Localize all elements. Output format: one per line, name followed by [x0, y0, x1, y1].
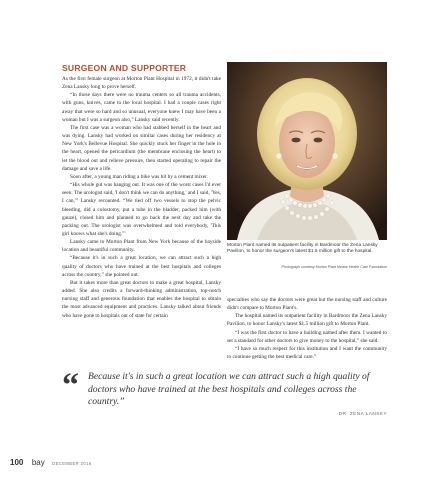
article-column-right: [227, 296, 387, 361]
article-column-left: [62, 75, 221, 320]
photo-credit: Photograph courtesy Morton Plant Mease Health Care Foundation: [281, 265, 387, 269]
quote-mark-icon: “: [62, 367, 79, 404]
article-paragraph: “Because it's in such a great location, we can attract such a high quality of doctors who have trained at the best hospitals and colleges across the country,” she pointed out.: [62, 255, 221, 278]
issue-date: DECEMBER 2016: [52, 461, 92, 466]
page-footer: [10, 452, 92, 470]
article-paragraph: Soon after, a young man riding a bike was hit by a cement mixer.: [70, 173, 208, 180]
article-paragraph: “I have so much respect for this institution and I want the community to continue getting the best medical care.”: [227, 345, 387, 361]
article-paragraph: But it takes more than great doctors to make a great hospital, Lansky added. She also credits a forward-thinking administration, top-notch nursing staff and generous foundation that enables the hospital to obtain the most advanced equipment and practices. Lansky talked about friends who have gone to hospitals out of state for certain: [62, 279, 221, 319]
pull-quote-attribution: DR. ZENA LANSKY: [338, 412, 387, 417]
pull-quote: Because it's in such a great location we can attract such a high quality of doctors who have trained at the best hospitals and colleges across the country.”: [88, 371, 370, 407]
article-paragraph: “I was the first doctor to have a building named after them. I wanted to set a standard for other doctors to give money to the hospital,” she said.: [227, 329, 387, 344]
article-paragraph: “In those days there were no trauma centers so all trauma accidents, with guns, knives, came to the local hospital. I had a couple cases right away that were so hard and so unusual, everyone knew I may have been a woman but I was a surgeon also,” Lansky said recently.: [62, 92, 221, 123]
portrait-photo: [227, 62, 387, 240]
magazine-name: bay: [31, 458, 45, 467]
section-heading: SURGEON AND SUPPORTER: [62, 63, 187, 73]
article-paragraph: “His whole gut was hanging out. It was one of the worst cases I'd ever seen. The urologist said, 'I don't think we can do anything,' and I said, 'Yes, I can,'” Lansky recounted. “We tied off two vessels to stop the pelvic bleeding, did a colostomy, put a tube in the bladder, packed him (with gauze), closed him and planned to go back the next day and take the packing out. The urologist was overwhelmed and told everybody, 'This girl knows what she's doing.'”: [62, 182, 221, 237]
article-paragraph: The first case was a woman who had stabbed herself in the heart and was dying. Lansky had worked on similar cases during her residency at New York's Bellevue Hospital. She quickly stuck her finger in the hole in the heart, opened the pericardium (the membrane enclosing the heart) to let the blood out and relieve pressure, then started operating to repair the damage and save a life.: [62, 124, 221, 172]
page-number: 100: [10, 458, 24, 467]
article-paragraph: Lansky came to Morton Plant from New York because of the bayside location and beautiful community.: [62, 239, 221, 254]
portrait-illustration: [227, 62, 387, 240]
photo-caption: Morton Plant named its outpatient facility in Bardmoor the Zena Lansky Pavilion, to honor the surgeon's latest $1.5 million gift to the hospital.: [227, 243, 378, 255]
article-paragraph: As the first female surgeon at Morton Plant Hospital in 1972, it didn't take Zena Lansky long to prove herself.: [62, 76, 221, 91]
article-paragraph: The hospital named its outpatient facility in Bardmoor the Zena Lansky Pavilion, to honor Lansky's latest $1.5 million gift to Morton Plant.: [227, 313, 387, 328]
article-paragraph: specialties who say the doctors were great but the nursing staff and culture didn't compare to Morton Plant's.: [227, 297, 387, 312]
